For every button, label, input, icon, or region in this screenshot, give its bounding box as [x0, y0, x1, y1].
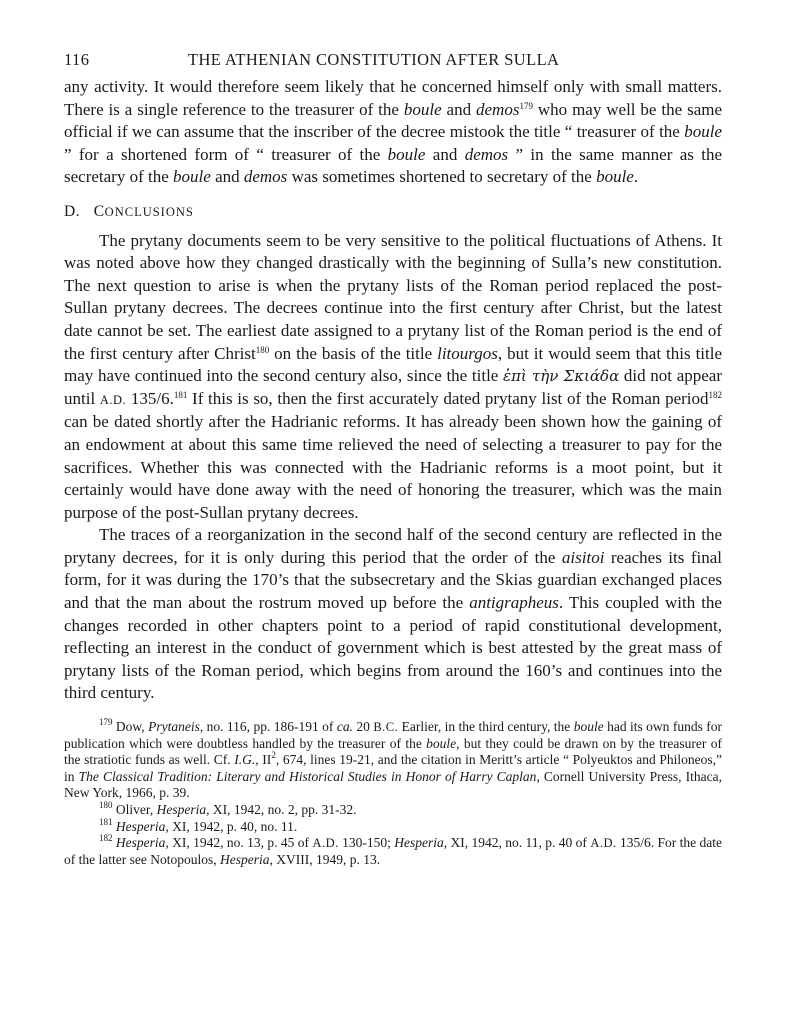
- footnote-ref-180[interactable]: 180: [255, 344, 270, 355]
- footnote-ref-182[interactable]: 182: [708, 389, 722, 400]
- main-text: [64, 76, 722, 705]
- paragraph-conclusions-2: The traces of a reorganization in the second half of the second century are reflected in the prytany decrees, for it is only during this period that the order of the aisitoi reaches its final form, for it was during the 170’s that the subsecretary and the Skias guardian exchanged places and that the man about the rostrum moved up before the antigrapheus. This coupled with the changes recorded in other chapters point to a period of rapid constitutional development, reflecting an interest in the conduct of government which is best attested by the great mass of prytany lists of the Roman period, which begins from around the 160’s and continues into the third century.: [64, 525, 722, 703]
- footnote-179: $^{179}$ Dow, Prytaneis, no. 116, pp. 186-191 of ca. 20 B.C. Earlier, in the third century, the boule had its own funds for publication which were doubtless handled by the treasurer of the boule, but they could be drawn on by the treasurer of the stratiotic funds as well. Cf. I.G., $II^2$, 674, lines 19-21, and the citation in Meritt’s article “ Polyeuktos and Philoneos,” in The Classical Tradition: Literary and Historical Studies in Honor of Harry Caplan, Cornell University Press, Ithaca, New York, 1966, p. 39.: [64, 717, 723, 801]
- paragraph-continuation: any activity. It would therefore seem likely that he concerned himself only with small matters. There is a single reference to the treasurer of the boule and demos$^{179}$ who may well be the same official if we can assume that the inscriber of the decree mistook the title “ treasurer of the boule ” for a shortened form of “ treasurer of the boule and demos ” in the same manner as the secretary of the boule and demos was sometimes shortened to secretary of the boule.: [64, 77, 723, 187]
- section-heading: D. CONCLUSIONS: [64, 202, 194, 220]
- page: [64, 50, 722, 868]
- page-number: 116: [64, 50, 90, 69]
- running-title: THE ATHENIAN CONSTITUTION AFTER SULLA: [188, 50, 560, 69]
- footnote-ref-181[interactable]: 181: [173, 389, 188, 400]
- running-header: [64, 50, 722, 76]
- footnote-181: $^{181}$ Hesperia, XI, 1942, p. 40, no. 11.: [99, 816, 298, 834]
- footnote-ref-179[interactable]: 179: [519, 100, 533, 111]
- footnotes: [64, 719, 722, 868]
- paragraph-conclusions-1: The prytany documents seem to be very sensitive to the political fluctuations of Athens. It was noted above how they changed drastically with the beginning of Sulla’s new constitution. The next question to arise is when the prytany lists of the Roman period replaced the post-Sullan prytany decrees. The decrees continue into the first century after Christ, but the latest date cannot be set. The earliest date assigned to a prytany list of the Roman period is the end of the first century after Christ$^{180}$ on the basis of the title litourgos, but it would seem that this title may have continued into the second century also, since the title ἐπὶ τὴν Σκιάδα did not appear until A.D. 135/6.$^{181}$ If this is so, then the first accurately dated prytany list of the Roman period$^{182}$ can be dated shortly after the Hadrianic reforms. It has already been shown how the gaining of an endowment at about this same time relieved the need of selecting a treasurer to pay for the sacrifices. Whether this was connected with the Hadrianic reforms is a moot point, but it certainly would have done away with the need of honoring the treasurer, which was the main purpose of the post-Sullan prytany decrees.: [64, 230, 723, 522]
- footnote-182: $^{182}$ Hesperia, XI, 1942, no. 13, p. 45 of A.D. 130-150; Hesperia, XI, 1942, no. 11, p. 40 of A.D. 135/6. For the date of the latter see Notopoulos, Hesperia, XVIII, 1949, p. 13.: [64, 833, 723, 867]
- greek-phrase: ἐπὶ τὴν Σκιάδα: [503, 367, 620, 386]
- footnote-180: $^{180}$ Oliver, Hesperia, XI, 1942, no. 2, pp. 31-32.: [99, 800, 357, 817]
